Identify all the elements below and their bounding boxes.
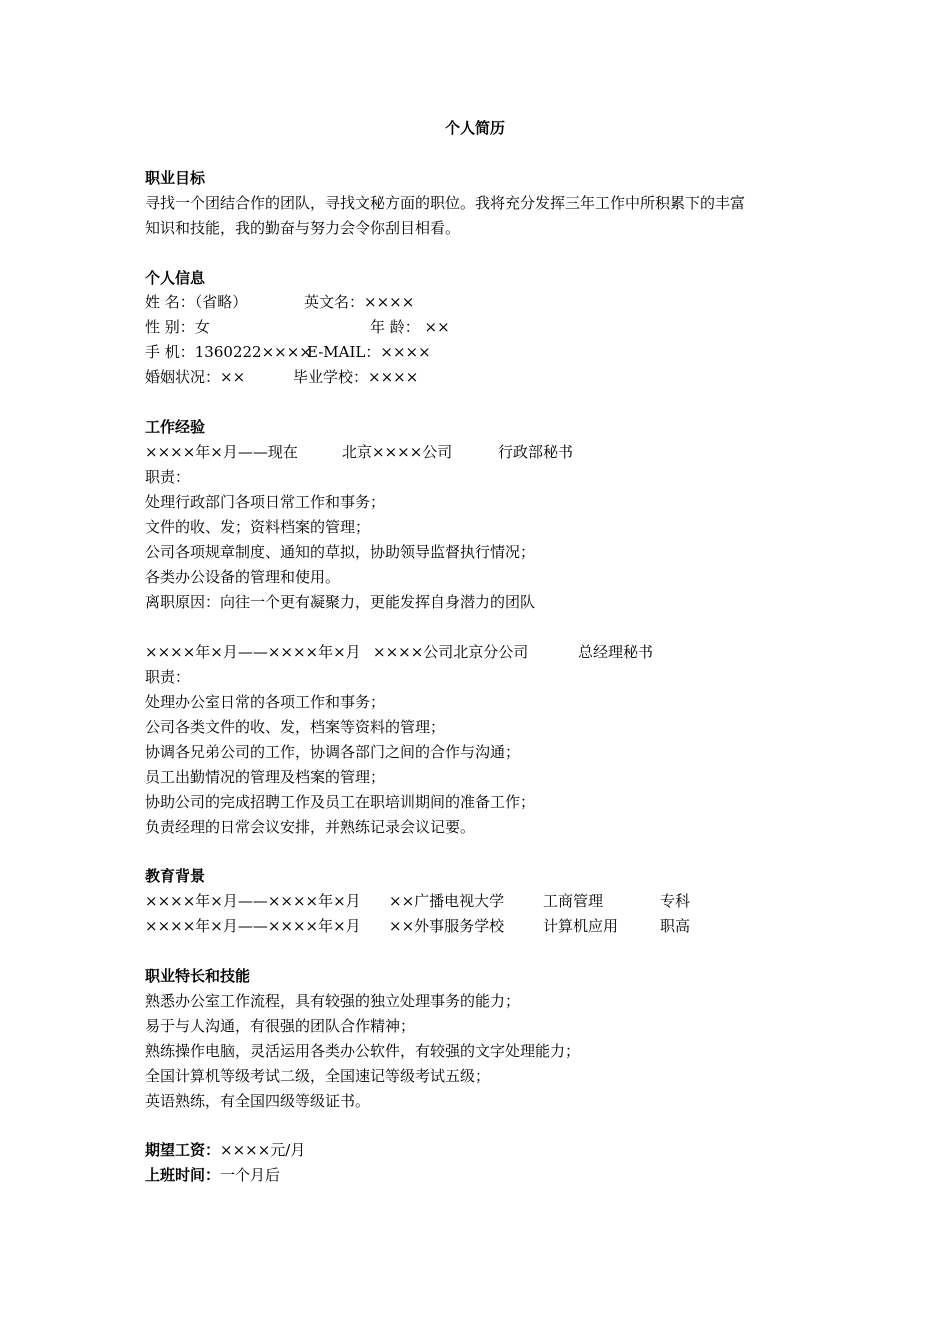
- education-major: 工商管理: [543, 892, 604, 910]
- gender-field: 性 别：女: [145, 318, 210, 336]
- english-name-field: 英文名：××××: [304, 293, 415, 311]
- education-major: 计算机应用: [543, 917, 619, 935]
- leave-reason: 离职原因：向往一个更有凝聚力，更能发挥自身潜力的团队: [145, 593, 536, 611]
- skill-item: 英语熟练，有全国四级等级证书。: [145, 1092, 371, 1110]
- education-heading: 教育背景: [145, 867, 206, 885]
- duty-item: 处理办公室日常的各项工作和事务；: [145, 693, 386, 711]
- duties-label: 职责：: [145, 668, 191, 686]
- duty-item: 协助公司的完成招聘工作及员工在职培训期间的准备工作；: [145, 793, 536, 811]
- salary-row: [145, 1140, 305, 1160]
- objective-heading: 职业目标: [145, 169, 206, 187]
- job-period: ××××年×月——现在: [145, 443, 298, 461]
- job-company: 北京××××公司: [342, 443, 453, 461]
- name-field: 姓 名：（省略）: [145, 293, 248, 311]
- marital-field: 婚姻状况：××: [145, 368, 246, 386]
- duty-item: 处理行政部门各项日常工作和事务；: [145, 493, 386, 511]
- email-field: E-MAIL：××××: [307, 343, 431, 361]
- school-field: 毕业学校：××××: [293, 368, 419, 386]
- salary-label: 期望工资：: [145, 1141, 221, 1159]
- age-field: 年 龄： ××: [370, 318, 450, 336]
- skill-item: 熟练操作电脑，灵活运用各类办公软件，有较强的文字处理能力；: [145, 1042, 581, 1060]
- experience-heading: 工作经验: [145, 418, 206, 436]
- start-value: 一个月后: [220, 1166, 281, 1184]
- start-label: 上班时间：: [145, 1166, 221, 1184]
- objective-line: 知识和技能，我的勤奋与努力会令你刮目相看。: [145, 219, 461, 237]
- salary-value: ××××元/月: [220, 1141, 306, 1159]
- document-title: 个人简历: [444, 119, 505, 137]
- job-position: 总经理秘书: [578, 643, 654, 661]
- duty-item: 文件的收、发；资料档案的管理；: [145, 518, 371, 536]
- skill-item: 熟悉办公室工作流程，具有较强的独立处理事务的能力；: [145, 992, 521, 1010]
- duty-item: 负责经理的日常会议安排，并熟练记录会议记要。: [145, 818, 476, 836]
- education-school: ××广播电视大学: [389, 892, 505, 910]
- duty-item: 各类办公设备的管理和使用。: [145, 568, 341, 586]
- job-company: ××××公司北京分公司: [373, 643, 529, 661]
- education-period: ××××年×月——××××年×月: [145, 917, 361, 935]
- start-row: [145, 1165, 280, 1185]
- job-position: 行政部秘书: [498, 443, 574, 461]
- personal-heading: 个人信息: [145, 269, 206, 287]
- education-school: ××外事服务学校: [389, 917, 505, 935]
- duty-item: 公司各项规章制度、通知的草拟，协助领导监督执行情况；: [145, 543, 536, 561]
- skills-heading: 职业特长和技能: [145, 967, 251, 985]
- job-period: ××××年×月——××××年×月: [145, 643, 361, 661]
- skill-item: 易于与人沟通，有很强的团队合作精神；: [145, 1017, 416, 1035]
- duty-item: 员工出勤情况的管理及档案的管理；: [145, 768, 386, 786]
- objective-line: 寻找一个团结合作的团队，寻找文秘方面的职位。我将充分发挥三年工作中所积累下的丰富: [145, 194, 746, 212]
- mobile-field: 手 机：1360222××××: [145, 343, 312, 361]
- education-level: 职高: [660, 917, 691, 935]
- duty-item: 协调各兄弟公司的工作，协调各部门之间的合作与沟通；: [145, 743, 521, 761]
- duty-item: 公司各类文件的收、发，档案等资料的管理；: [145, 718, 446, 736]
- duties-label: 职责：: [145, 468, 191, 486]
- education-level: 专科: [660, 892, 691, 910]
- education-period: ××××年×月——××××年×月: [145, 892, 361, 910]
- skill-item: 全国计算机等级考试二级，全国速记等级考试五级；: [145, 1067, 491, 1085]
